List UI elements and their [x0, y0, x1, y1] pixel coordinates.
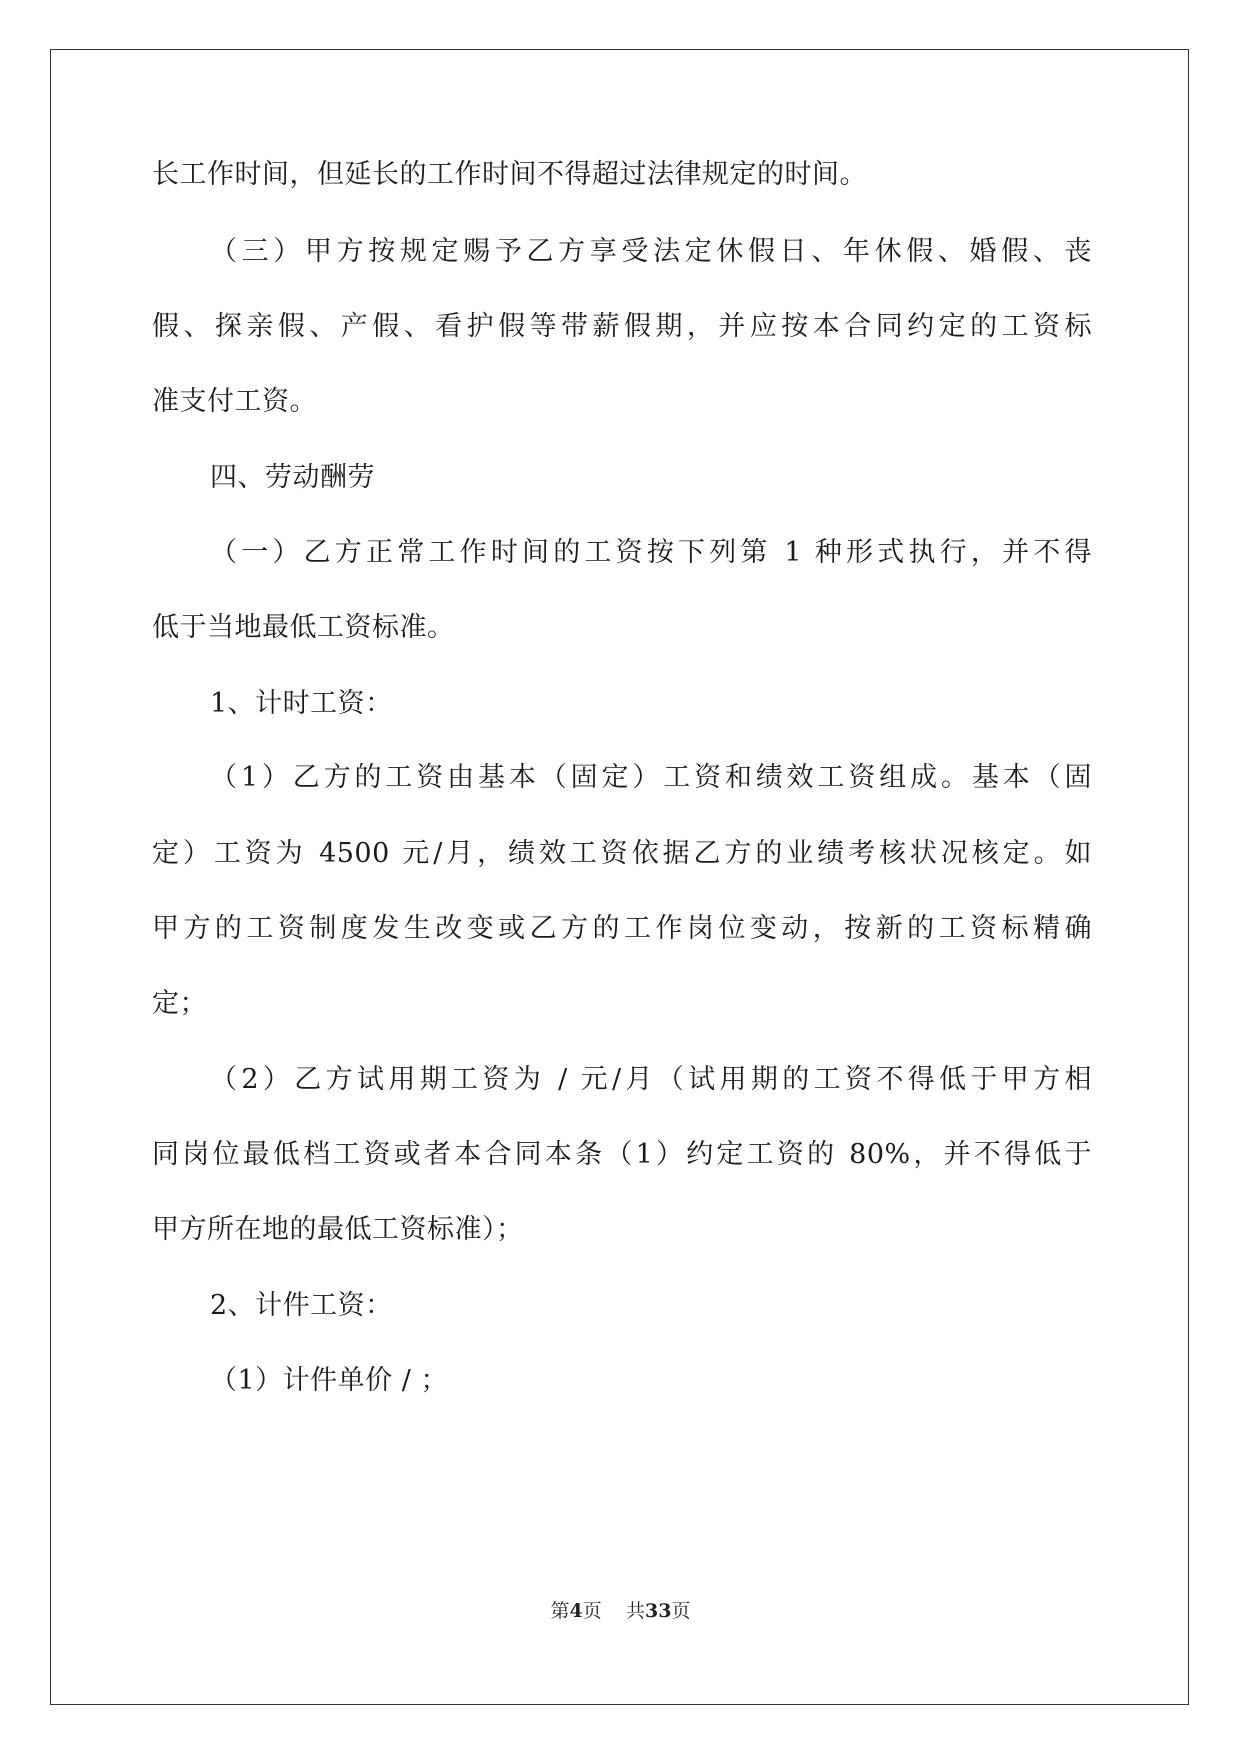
text-line: 假、探亲假、产假、看护假等带薪假期，并应按本合同约定的工资标	[152, 311, 1092, 342]
footer-prefix: 第	[550, 1600, 570, 1622]
text-line: （2）乙方试用期工资为 / 元/月（试用期的工资不得低于甲方相	[210, 1064, 1092, 1095]
page-footer	[0, 1596, 1241, 1623]
footer-page-suffix: 页	[582, 1600, 602, 1622]
text-line: 准支付工资。	[152, 386, 317, 417]
text-line: （1）计件单价 / ；	[210, 1365, 448, 1396]
footer-total-suffix: 页	[671, 1600, 691, 1622]
subheading: 2、计件工资：	[210, 1290, 393, 1321]
text-line: 定；	[152, 988, 207, 1019]
page-border	[50, 49, 1189, 1705]
page-number: 4	[569, 1600, 583, 1622]
total-pages: 33	[644, 1600, 672, 1622]
text-line: 甲方所在地的最低工资标准）；	[152, 1214, 524, 1245]
text-line: 定）工资为 4500 元/月，绩效工资依据乙方的业绩考核状况核定。如	[152, 838, 1092, 869]
text-line: 长工作时间，但延长的工作时间不得超过法律规定的时间。	[152, 159, 867, 190]
footer-total-prefix: 共	[625, 1600, 645, 1622]
text-line: 同岗位最低档工资或者本合同本条（1）约定工资的 80%，并不得低于	[152, 1139, 1092, 1170]
text-line: 甲方的工资制度发生改变或乙方的工作岗位变动，按新的工资标精确	[152, 913, 1092, 944]
text-line: （1）乙方的工资由基本（固定）工资和绩效工资组成。基本（固	[210, 762, 1092, 793]
text-line: （三）甲方按规定赐予乙方享受法定休假日、年休假、婚假、丧	[210, 236, 1092, 267]
section-heading: 四、劳动酬劳	[210, 462, 375, 493]
text-line: 低于当地最低工资标准。	[152, 612, 455, 643]
text-line: （一）乙方正常工作时间的工资按下列第 1 种形式执行，并不得	[210, 537, 1092, 568]
subheading: 1、计时工资：	[210, 688, 393, 719]
